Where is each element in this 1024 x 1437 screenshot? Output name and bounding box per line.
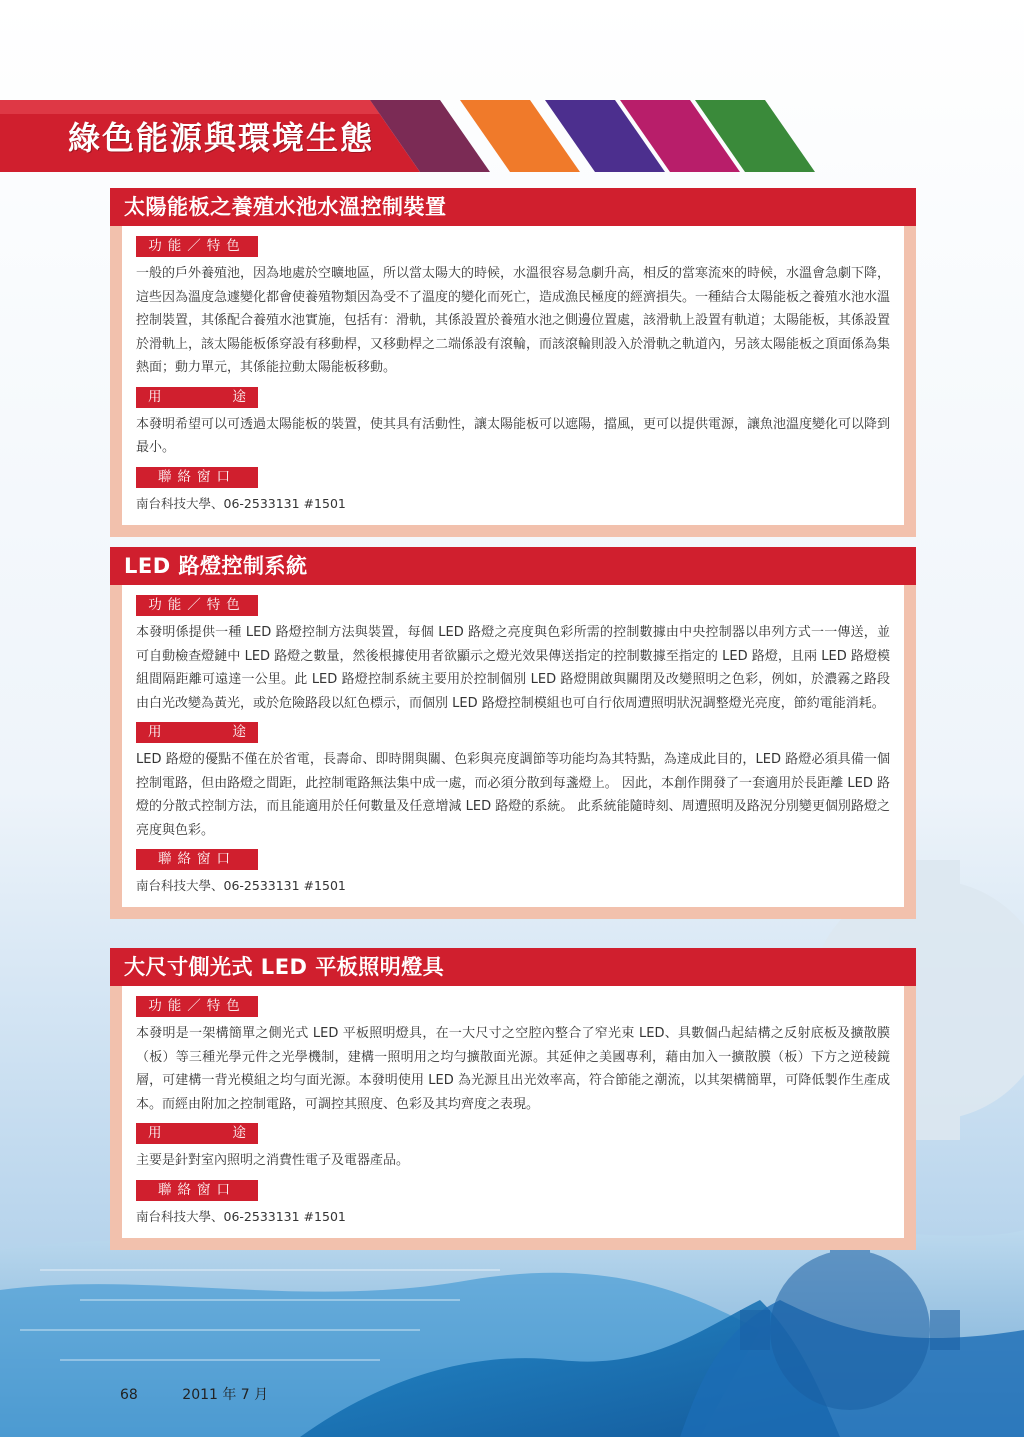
page-footer <box>120 1384 308 1404</box>
feature-label: 功能／特色 <box>136 996 258 1017</box>
card-title: LED 路燈控制系統 <box>110 547 916 585</box>
feature-text: 一般的戶外養殖池，因為地處於空曠地區，所以當太陽大的時候，水溫很容易急劇升高，相反的當寒流來的時候，水溫會急劇下降，這些因為溫度急遽變化都會使養殖物類因為受不了溫度的變化而死亡，造成漁民極度的經濟損失。一種結合太陽能板之養殖水池水溫控制裝置，其係配合養殖水池實施，包括有：滑軌，其係設置於養殖水池之側邊位置處，該滑軌上設置有軌道；太陽能板，其係設置於滑軌上，該太陽能板係穿設有移動桿，又移動桿之二端係設有滾輪，而該滾輪則設入於滑軌之軌道內，另該太陽能板之頂面係為集熱面；動力單元，其係能拉動太陽能板移動。 <box>136 266 891 375</box>
contact-label: 聯絡窗口 <box>136 849 258 870</box>
page-number: 68 <box>120 1387 138 1403</box>
feature-label: 功能／特色 <box>136 595 258 616</box>
card-body <box>122 585 904 907</box>
patent-card-solar-pond <box>110 188 916 537</box>
feature-text: 本發明係提供一種 LED 路燈控制方法與裝置，每個 LED 路燈之亮度與色彩所需的控制數據由中央控制器以串列方式一一傳送，並可自動檢查燈鏈中 LED 路燈之數量，然後根據使用者欲顯示之燈光效果傳送指定的控制數據至指定的 LED 路燈，且兩 LED 路燈模組間隔距離可遠達一公里。此 LED 路燈控制系統主要用於控制個別 LED 路燈開啟與關閉及改變照明之色彩，例如，於濃霧之路段由白光改變為黃光，或於危險路段以紅色標示，而個別 LED 路燈控制模組也可自行依周遭照明狀況調整燈光亮度，節約電能消耗。 <box>136 625 890 711</box>
card-body <box>122 226 904 525</box>
patent-card-led-streetlight <box>110 547 916 919</box>
patent-card-led-panel <box>110 948 916 1250</box>
contact-label: 聯絡窗口 <box>136 1180 258 1201</box>
usage-label: 用途 <box>136 387 258 408</box>
feature-label: 功能／特色 <box>136 236 258 257</box>
section-title: 綠色能源與環境生態 <box>68 119 375 157</box>
contact-text: 南台科技大學、06-2533131 #1501 <box>136 495 346 511</box>
card-body <box>122 986 904 1238</box>
contact-text: 南台科技大學、06-2533131 #1501 <box>136 878 346 893</box>
card-title: 太陽能板之養殖水池水溫控制裝置 <box>110 188 916 226</box>
contact-text: 南台科技大學、06-2533131 #1501 <box>136 1208 346 1224</box>
usage-text: 本發明希望可以可透過太陽能板的裝置，使其具有活動性，讓太陽能板可以遮陽，擋風，更可以提供電源，讓魚池溫度變化可以降到最小。 <box>136 416 891 455</box>
card-title: 大尺寸側光式 LED 平板照明燈具 <box>110 948 916 986</box>
usage-label: 用途 <box>136 1123 258 1144</box>
contact-label: 聯絡窗口 <box>136 467 258 488</box>
usage-label: 用途 <box>136 722 258 743</box>
issue-date: 2011 年 7 月 <box>182 1387 269 1403</box>
usage-text: 主要是針對室內照明之消費性電子及電器產品。 <box>136 1153 410 1168</box>
feature-text: 本發明是一架構簡單之側光式 LED 平板照明燈具，在一大尺寸之空腔內整合了窄光束 LED、具數個凸起結構之反射底板及擴散膜（板）等三種光學元件之光學機制，建構一照明用之均勻擴散面光源。其延伸之美國專利，藉由加入一擴散膜（板）下方之逆稜鏡層，可建構一背光模組之均勻面光源。本發明使用 LED 為光源且出光效率高，符合節能之潮流，以其架構簡單，可降低製作生產成本。而經由附加之控制電路，可調控其照度、色彩及其均齊度之表現。 <box>136 1026 890 1112</box>
usage-text: LED 路燈的優點不僅在於省電，長壽命、即時開與關、色彩與亮度調節等功能均為其特點，為達成此目的，LED 路燈必須具備一個控制電路，但由路燈之間距，此控制電路無法集中成一處，而必須分散到每盞燈上。 因此，本創作開發了一套適用於長距離 LED 路燈的分散式控制方法，而且能適用於任何數量及任意增減 LED 路燈的系統。 此系統能隨時刻、周遭照明及路況分別變更個別路燈之亮度與色彩。 <box>136 752 890 838</box>
